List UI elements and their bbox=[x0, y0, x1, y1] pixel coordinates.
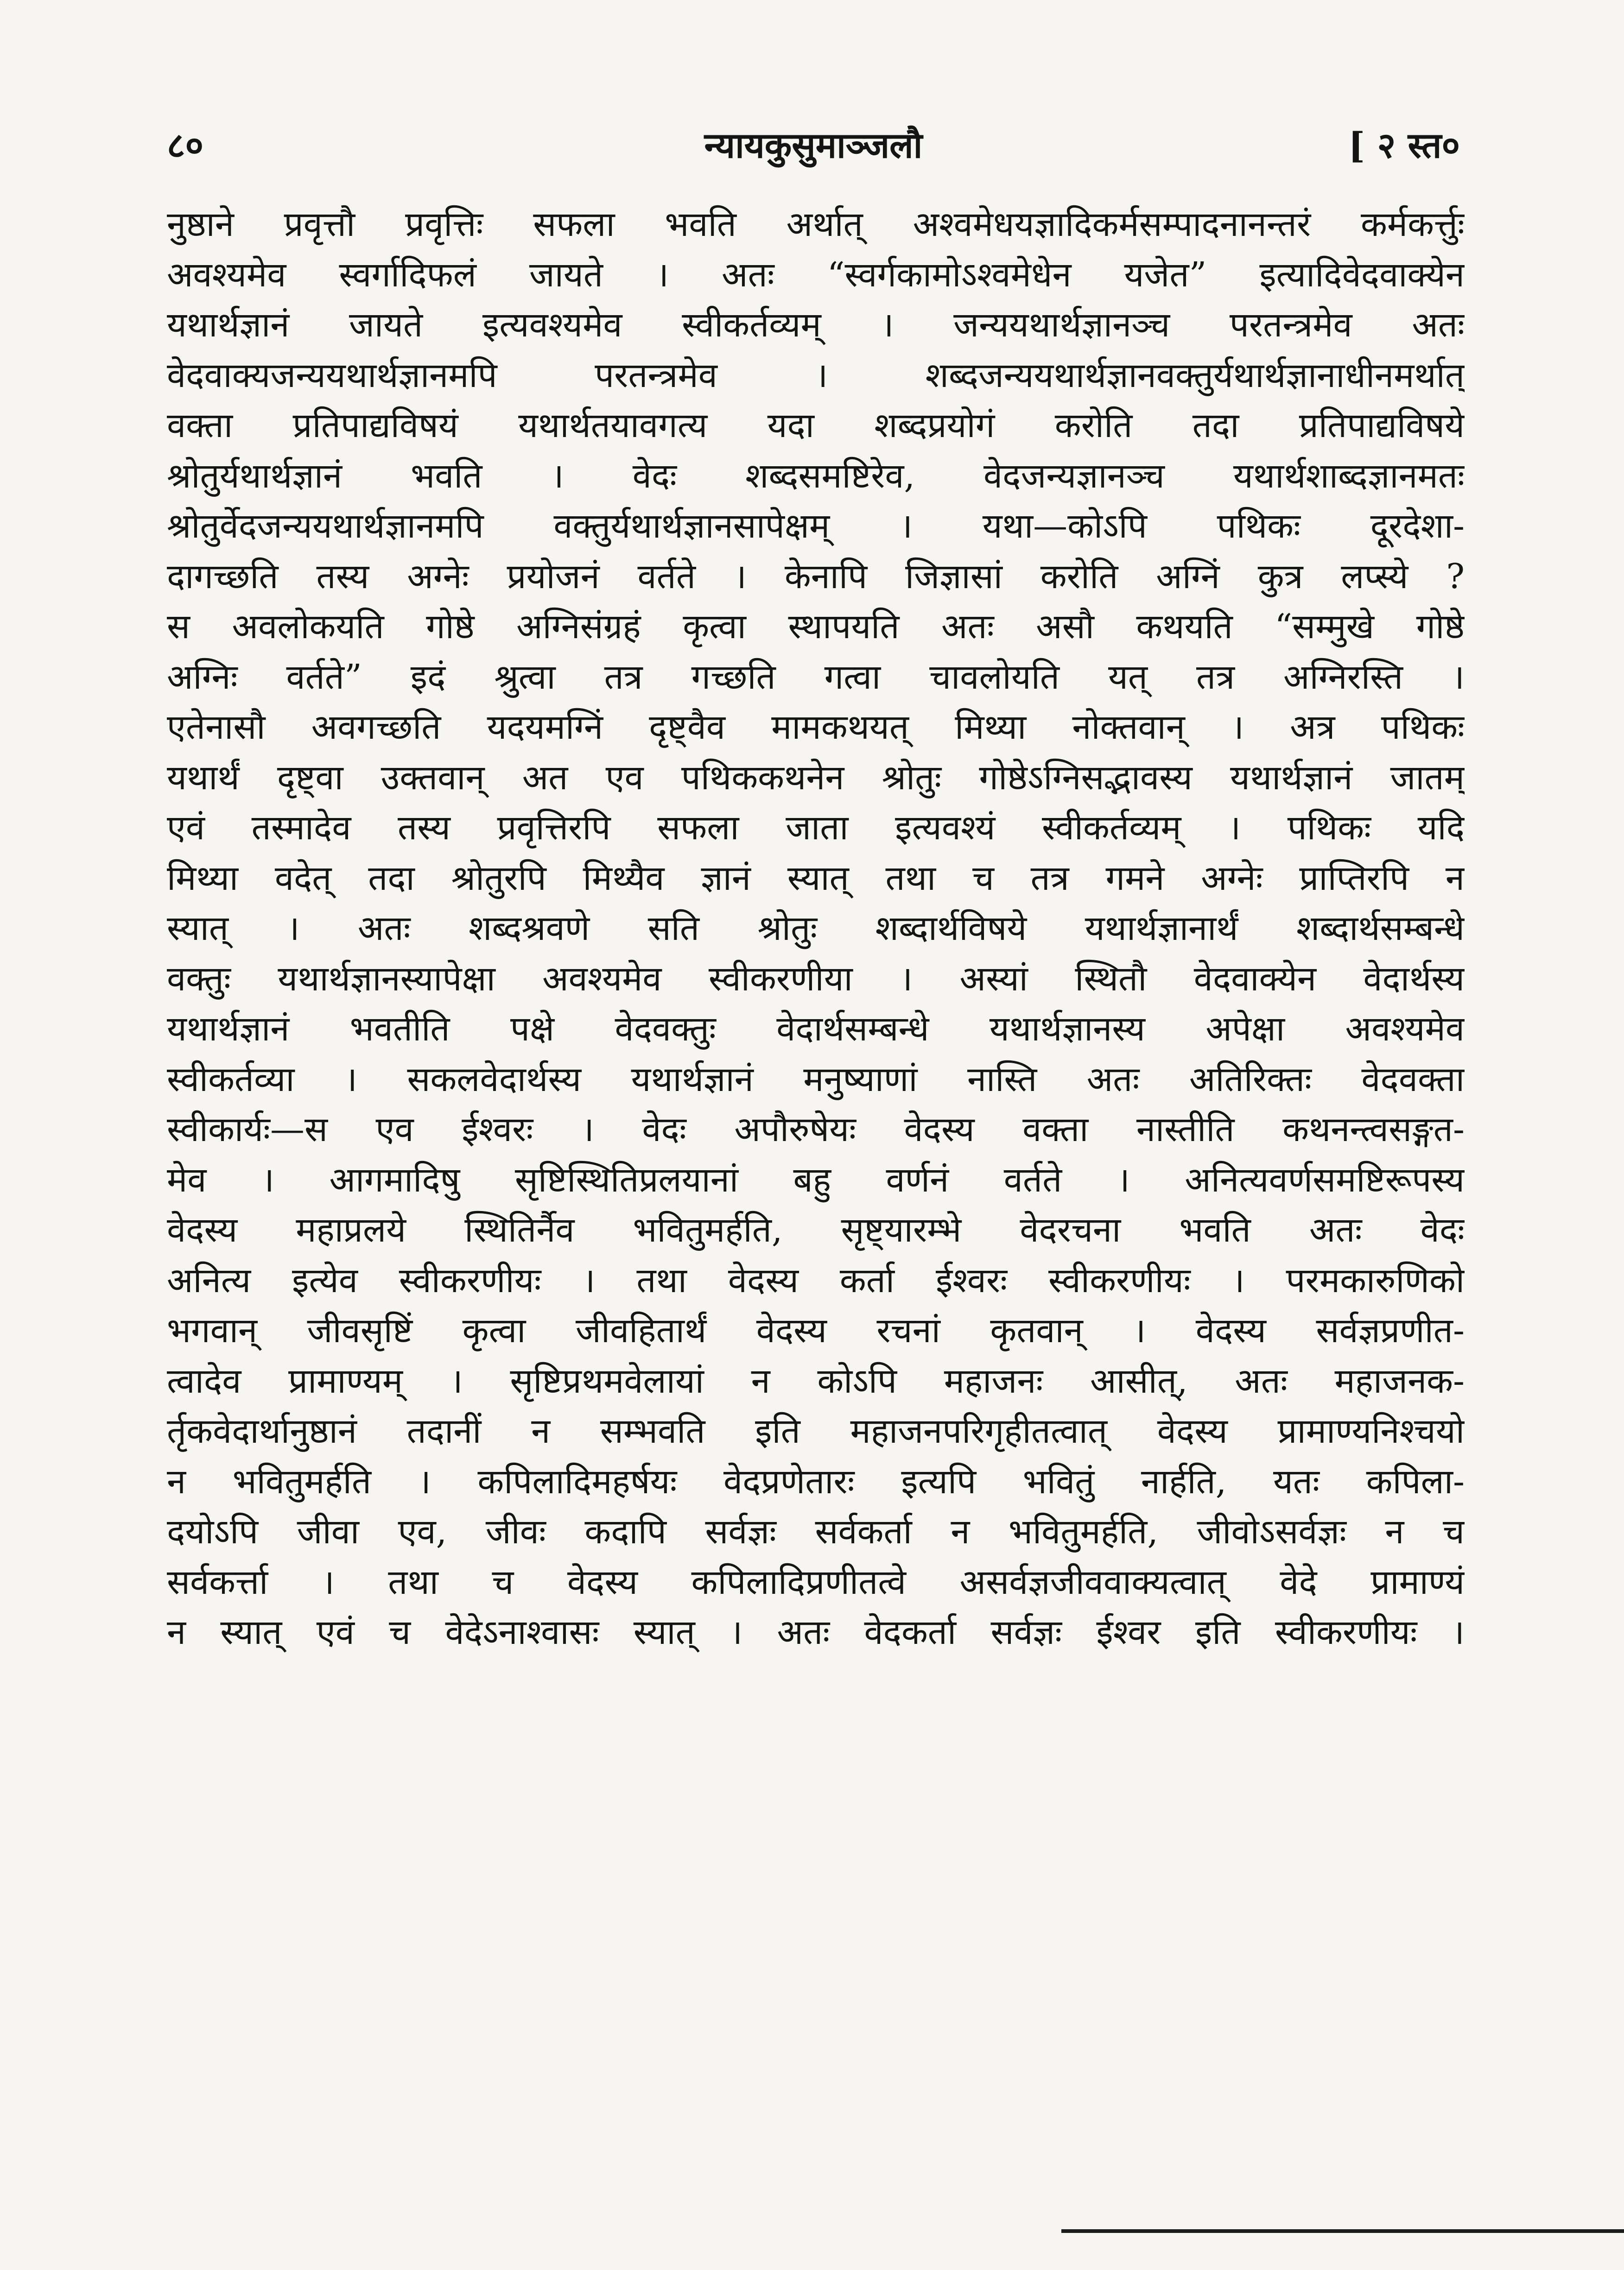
text-line: नुष्ठाने प्रवृत्तौ प्रवृत्तिः सफला भवति अर्थात् अश्वमेधयज्ञादिकर्मसम्पादनानन्तरं कर्मकर्त्तुः bbox=[167, 204, 1465, 244]
page-number: ८० bbox=[167, 125, 204, 166]
text-line: श्रोतुर्वेदजन्ययथार्थज्ञानमपि वक्तुर्यथार्थज्ञानसापेक्षम् । यथा—कोऽपि पथिकः दूरदेशा- bbox=[167, 506, 1465, 546]
text-line: अनित्य इत्येव स्वीकरणीयः । तथा वेदस्य कर्ता ईश्वरः स्वीकरणीयः । परमकारुणिको bbox=[167, 1260, 1465, 1300]
text-line: स्वीकर्तव्या । सकलवेदार्थस्य यथार्थज्ञानं मनुष्याणां नास्ति अतः अतिरिक्तः वेदवक्ता bbox=[167, 1059, 1465, 1099]
text-line: मिथ्या वदेत् तदा श्रोतुरपि मिथ्यैव ज्ञानं स्यात् तथा च तत्र गमने अग्नेः प्राप्तिरपि न bbox=[167, 858, 1465, 898]
text-line: र्तृकवेदार्थानुष्ठानं तदानीं न सम्भवति इति महाजनपरिगृहीतत्वात् वेदस्य प्रामाण्यनिश्चयो bbox=[167, 1411, 1465, 1451]
body-text bbox=[167, 199, 1465, 1658]
text-line: त्वादेव प्रामाण्यम् । सृष्टिप्रथमवेलायां न कोऽपि महाजनः आसीत्, अतः महाजनक- bbox=[167, 1361, 1465, 1401]
text-line: स्यात् । अतः शब्दश्रवणे सति श्रोतुः शब्दार्थविषये यथार्थज्ञानार्थं शब्दार्थसम्बन्धे bbox=[167, 908, 1465, 948]
text-line: स्वीकार्यः—स एव ईश्वरः । वेदः अपौरुषेयः वेदस्य वक्ता नास्तीति कथनन्त्वसङ्गत- bbox=[167, 1110, 1465, 1149]
page-header bbox=[167, 116, 1460, 171]
text-line: वेदस्य महाप्रलये स्थितिर्नैव भवितुमर्हति, सृष्ट्यारम्भे वेदरचना भवति अतः वेदः bbox=[167, 1210, 1465, 1250]
running-title: न्यायकुसुमाञ्जलौ bbox=[704, 125, 923, 166]
text-line: मेव । आगमादिषु सृष्टिस्थितिप्रलयानां बहु वर्णनं वर्तते । अनित्यवर्णसमष्टिरूपस्य bbox=[167, 1160, 1465, 1200]
text-line: भगवान् जीवसृष्टिं कृत्वा जीवहितार्थं वेदस्य रचनां कृतवान् । वेदस्य सर्वज्ञप्रणीत- bbox=[167, 1311, 1465, 1351]
text-line: न भवितुमर्हति । कपिलादिमहर्षयः वेदप्रणेतारः इत्यपि भवितुं नार्हति, यतः कपिला- bbox=[167, 1461, 1465, 1502]
text-line: न स्यात् एवं च वेदेऽनाश्वासः स्यात् । अतः वेदकर्ता सर्वज्ञः ईश्वर इति स्वीकरणीयः । bbox=[167, 1612, 1465, 1652]
text-line: एवं तस्मादेव तस्य प्रवृत्तिरपि सफला जाता इत्यवश्यं स्वीकर्तव्यम् । पथिकः यदि bbox=[167, 808, 1465, 848]
text-line: यथार्थं दृष्ट्वा उक्तवान् अत एव पथिककथनेन श्रोतुः गोष्ठेऽग्निसद्भावस्य यथार्थज्ञानं जातम् bbox=[167, 757, 1465, 798]
text-line: यथार्थज्ञानं भवतीति पक्षे वेदवक्तुः वेदार्थसम्बन्धे यथार्थज्ञानस्य अपेक्षा अवश्यमेव bbox=[167, 1009, 1465, 1049]
section-reference: [ २ स्त० bbox=[1348, 125, 1460, 166]
text-line: अवश्यमेव स्वर्गादिफलं जायते । अतः “स्वर्गकामोऽश्वमेधेन यजेत” इत्यादिवेदवाक्येन bbox=[167, 254, 1465, 295]
footer-rule bbox=[1061, 2229, 1624, 2233]
text-line: वक्ता प्रतिपाद्यविषयं यथार्थतयावगत्य यदा शब्दप्रयोगं करोति तदा प्रतिपाद्यविषये bbox=[167, 406, 1465, 445]
text-line: सर्वकर्त्ता । तथा च वेदस्य कपिलादिप्रणीतत्वे असर्वज्ञजीववाक्यत्वात् वेदे प्रामाण्यं bbox=[167, 1562, 1465, 1602]
text-line: स अवलोकयति गोष्ठे अग्निसंग्रहं कृत्वा स्थापयति अतः असौ कथयति “सम्मुखे गोष्ठे bbox=[167, 607, 1465, 647]
text-line: दागच्छति तस्य अग्नेः प्रयोजनं वर्तते । केनापि जिज्ञासां करोति अग्निं कुत्र लप्स्ये ? bbox=[167, 556, 1465, 596]
text-line: एतेनासौ अवगच्छति यदयमग्निं दृष्ट्वैव मामकथयत् मिथ्या नोक्तवान् । अत्र पथिकः bbox=[167, 707, 1465, 747]
text-line: वक्तुः यथार्थज्ञानस्यापेक्षा अवश्यमेव स्वीकरणीया । अस्यां स्थितौ वेदवाक्येन वेदार्थस्य bbox=[167, 958, 1465, 999]
text-line: यथार्थज्ञानं जायते इत्यवश्यमेव स्वीकर्तव्यम् । जन्ययथार्थज्ञानञ्च परतन्त्रमेव अतः bbox=[167, 305, 1465, 345]
text-line: श्रोतुर्यथार्थज्ञानं भवति । वेदः शब्दसमष्टिरेव, वेदजन्यज्ञानञ्च यथार्थशाब्दज्ञानमतः bbox=[167, 456, 1465, 496]
text-line: अग्निः वर्तते” इदं श्रुत्वा तत्र गच्छति गत्वा चावलोयति यत् तत्र अग्निरस्ति । bbox=[167, 657, 1465, 697]
text-line: दयोऽपि जीवा एव, जीवः कदापि सर्वज्ञः सर्वकर्ता न भवितुमर्हति, जीवोऽसर्वज्ञः न च bbox=[167, 1512, 1465, 1552]
text-line: वेदवाक्यजन्ययथार्थज्ञानमपि परतन्त्रमेव । शब्दजन्ययथार्थज्ञानवक्तुर्यथार्थज्ञानाधीनमर्थात् bbox=[167, 355, 1465, 395]
